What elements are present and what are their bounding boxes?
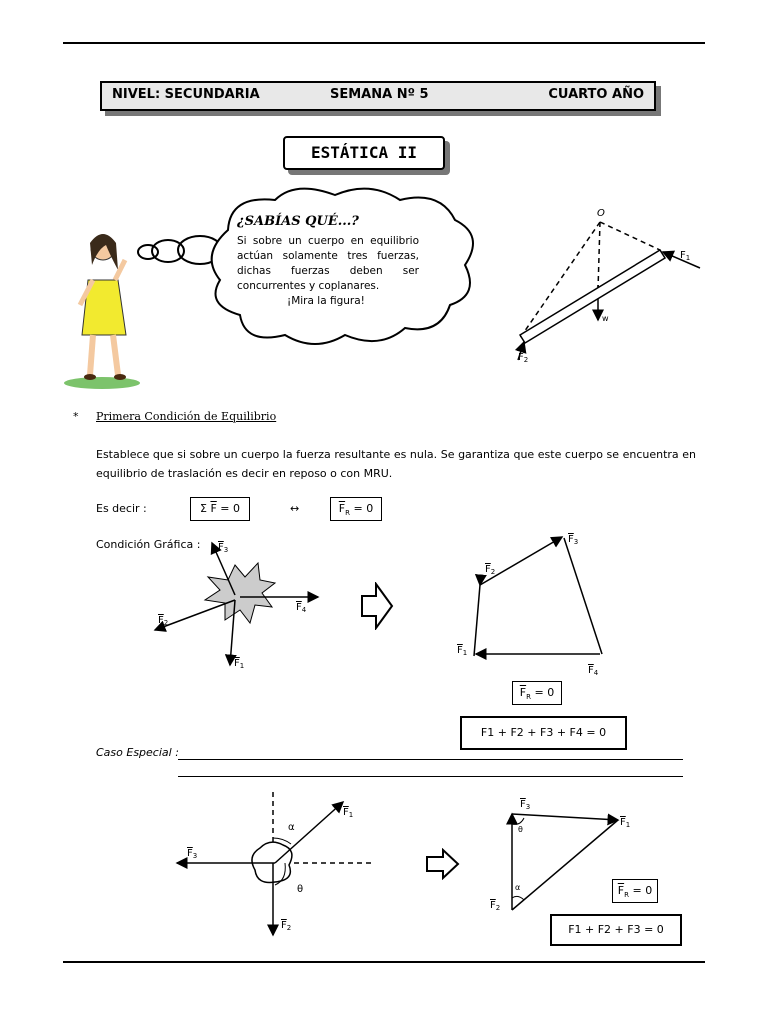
grafica-label: Condición Gráfica : (96, 538, 201, 551)
sabias-heading: ¿SABÍAS QUÉ...? (237, 214, 359, 229)
blank-line-1 (178, 759, 683, 760)
section-heading: Primera Condición de Equilibrio (96, 410, 277, 423)
p1-f2: $F_2$ (485, 564, 496, 576)
header-bar (100, 81, 656, 111)
top-rule (63, 42, 705, 44)
es-decir-label: Es decir : (96, 502, 147, 515)
g-f3: $F_3$ (218, 542, 229, 554)
t-f3: $F_3$ (520, 799, 531, 811)
concurrent-forces-figure (500, 200, 720, 370)
s-f2: $F_2$ (281, 920, 292, 932)
fr-zero-box-2: $\overline{F}_R = 0$ (612, 879, 658, 903)
page-title: ESTÁTICA II (283, 136, 445, 170)
definition-paragraph: Establece que si sobre un cuerpo la fuerza resultante es nula. Se garantiza que este cuerpo se encuentra en equilibrio de traslación es decir en reposo o con MRU. (96, 448, 696, 480)
sum-f-equation: Σ $\overline{F} = 0$ (190, 497, 250, 521)
bottom-rule (63, 961, 705, 963)
equivalence-arrow: ↔ (290, 502, 300, 515)
blank-line-2 (178, 776, 683, 777)
nivel-label: NIVEL: SECUNDARIA (112, 87, 260, 102)
section-bullet: * (73, 410, 79, 423)
s-theta: θ (297, 884, 304, 895)
p1-f3: $F_3$ (568, 534, 579, 546)
sabias-cta: ¡Mira la figura! (287, 295, 365, 307)
special-case-diagram (175, 790, 385, 940)
fig-o: O (597, 208, 605, 219)
fig-f2: $F_2$ (518, 352, 529, 364)
anio-label: CUARTO AÑO (548, 87, 644, 102)
fig-f1: $F_1$ (680, 250, 691, 262)
semana-label: SEMANA Nº 5 (330, 87, 429, 102)
sum-three-forces-box: F1 + F2 + F3 = 0 (550, 914, 682, 946)
t-theta: θ (518, 825, 523, 834)
t-f2: $F_2$ (490, 900, 501, 912)
s-f3: $F_3$ (187, 848, 198, 860)
force-polygon-1 (450, 528, 620, 678)
fr-equation: $\overline{F}_R = 0$ (330, 497, 382, 521)
t-alpha: α (515, 883, 521, 892)
fr-zero-box-1: $\overline{F}_R = 0$ (512, 681, 562, 705)
t-f1: $F_1$ (620, 817, 630, 829)
p1-f4: $F_4$ (588, 665, 599, 677)
g-f4: $F_4$ (296, 602, 307, 614)
force-triangle (480, 790, 630, 920)
g-f1: $F_1$ (234, 658, 245, 670)
caso-especial-label: Caso Especial : (96, 746, 179, 759)
g-f2: $F_2$ (158, 615, 169, 627)
fig-w: w (602, 314, 609, 323)
sabias-body: Si sobre un cuerpo en equilibrio actúan solamente tres fuerzas, dichas fuerzas deben ser concurrentes y coplanares. (237, 235, 419, 292)
s-f1: $F_1$ (343, 807, 354, 819)
force-diagram-1 (150, 535, 330, 675)
implies-arrow-icon (360, 582, 396, 630)
sum-four-forces-box: F1 + F2 + F3 + F4 = 0 (460, 716, 627, 750)
girl-icon (80, 234, 126, 380)
implies-arrow-icon-2 (425, 848, 461, 880)
s-alpha: α (288, 822, 295, 833)
p1-f1: $F_1$ (457, 645, 468, 657)
